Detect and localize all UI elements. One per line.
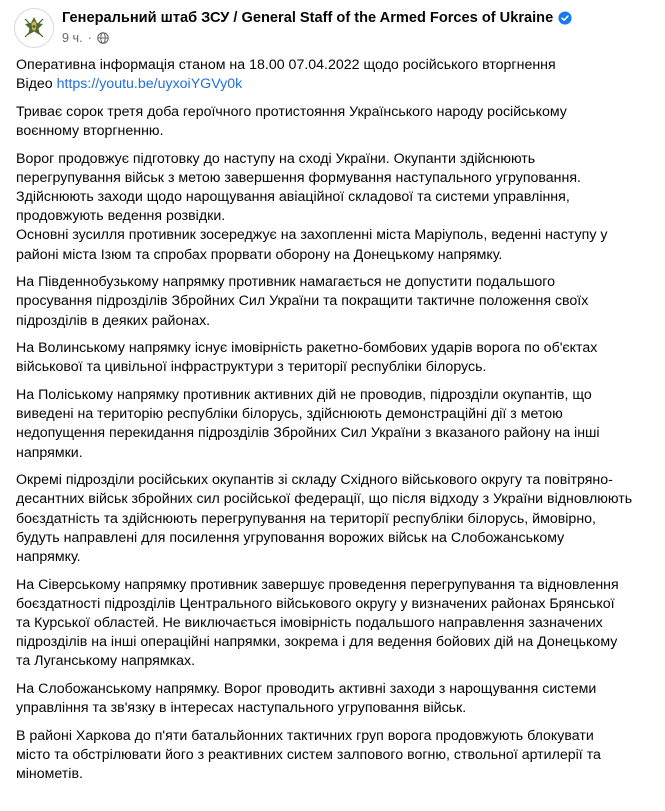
paragraph: На Південнобузькому напрямку противник намагається не допустити подальшого просування підрозділів Збройних Сил України та покращити тактичне положення своїх підрозділів в деяких районах. — [16, 274, 589, 329]
emblem-icon — [15, 9, 53, 47]
video-label: Відео — [16, 76, 57, 93]
paragraph: На Волинському напрямку існує імовірність ракетно-бомбових ударів ворога по об'єктах військової та цивільної інфраструктури з території республіки білорусь. — [16, 340, 598, 376]
globe-icon[interactable] — [97, 32, 109, 44]
verified-badge-icon — [558, 11, 572, 25]
author-name[interactable]: Генеральний штаб ЗСУ / General Staff of the Armed Forces of Ukraine — [62, 10, 554, 26]
post-meta — [62, 31, 109, 45]
paragraph: В районі Харкова до п'яти батальйонних тактичних груп ворога продовжують блокувати місто та обстрілювати його з реактивних систем залпового вогню, ствольної артилерії та мінометів. — [16, 727, 601, 783]
video-link[interactable]: https://youtu.be/uyxoiYGVy0k — [56, 76, 243, 93]
post-header — [14, 8, 654, 50]
intro-paragraph — [16, 56, 656, 94]
paragraph: Ворог продовжує підготовку до наступу на сході України. Окупанти здійснюють перегрупування військ з метою завершення формування наступального угруповання. Здійснюють заходи щодо нарощування авіаційної складової та системи управління, продовжують ведення розвідки. Основні зусилля противник зосереджує на захопленні міста Маріуполь, веденні наступу у районі міста Ізюм та спробах прорвати оборону на Донецькому напрямку. — [16, 150, 608, 263]
post-body — [16, 56, 656, 793]
paragraph: Окремі підрозділи російських окупантів зі складу Східного військового округу та повітряно- десантних військ збройних сил російської федерації, що після відходу з України відновлюють боєздатність та здійснюють перегрупування на території республіки білорусь, ймовірно, будуть направлені для посилення угруповання ворожих військ на Слобожанському напрямку. — [16, 472, 633, 566]
intro-line: Оперативна інформація станом на 18.00 07.04.2022 щодо російського вторгнення — [16, 57, 556, 73]
paragraph: Триває сорок третя доба героїчного протистояння Українського народу російському воєнному вторгненню. — [16, 103, 567, 139]
paragraph: На Поліському напрямку противник активних дій не проводив, підрозділи окупантів, що виведені на територію республіки білорусь, здійснюють демонстраційні дії з метою недопущення перекидання підрозділів Збройних Сил України з вказаного району на інші напрямки. — [16, 387, 600, 461]
paragraph: На Сіверському напрямку противник завершує проведення перегрупування та відновлення боєздатності підрозділів Центрального військового округу у визначених районах Брянської та Курської областей. Не виключається імовірність подальшого направлення зазначених підрозділів на інші операційні напрямки, зокрема і для ведення бойових дій на Донецькому та Луганському напрямках. — [16, 576, 619, 670]
paragraph: На Слобожанському напрямку. Ворог проводить активні заходи з нарощування системи управління та зв'язку в інтересах наступального угруповання військ. — [16, 681, 597, 717]
post-time[interactable]: 9 ч. — [62, 31, 83, 45]
meta-separator: · — [87, 31, 92, 45]
post-author[interactable] — [62, 10, 572, 26]
page-avatar[interactable] — [14, 8, 54, 48]
